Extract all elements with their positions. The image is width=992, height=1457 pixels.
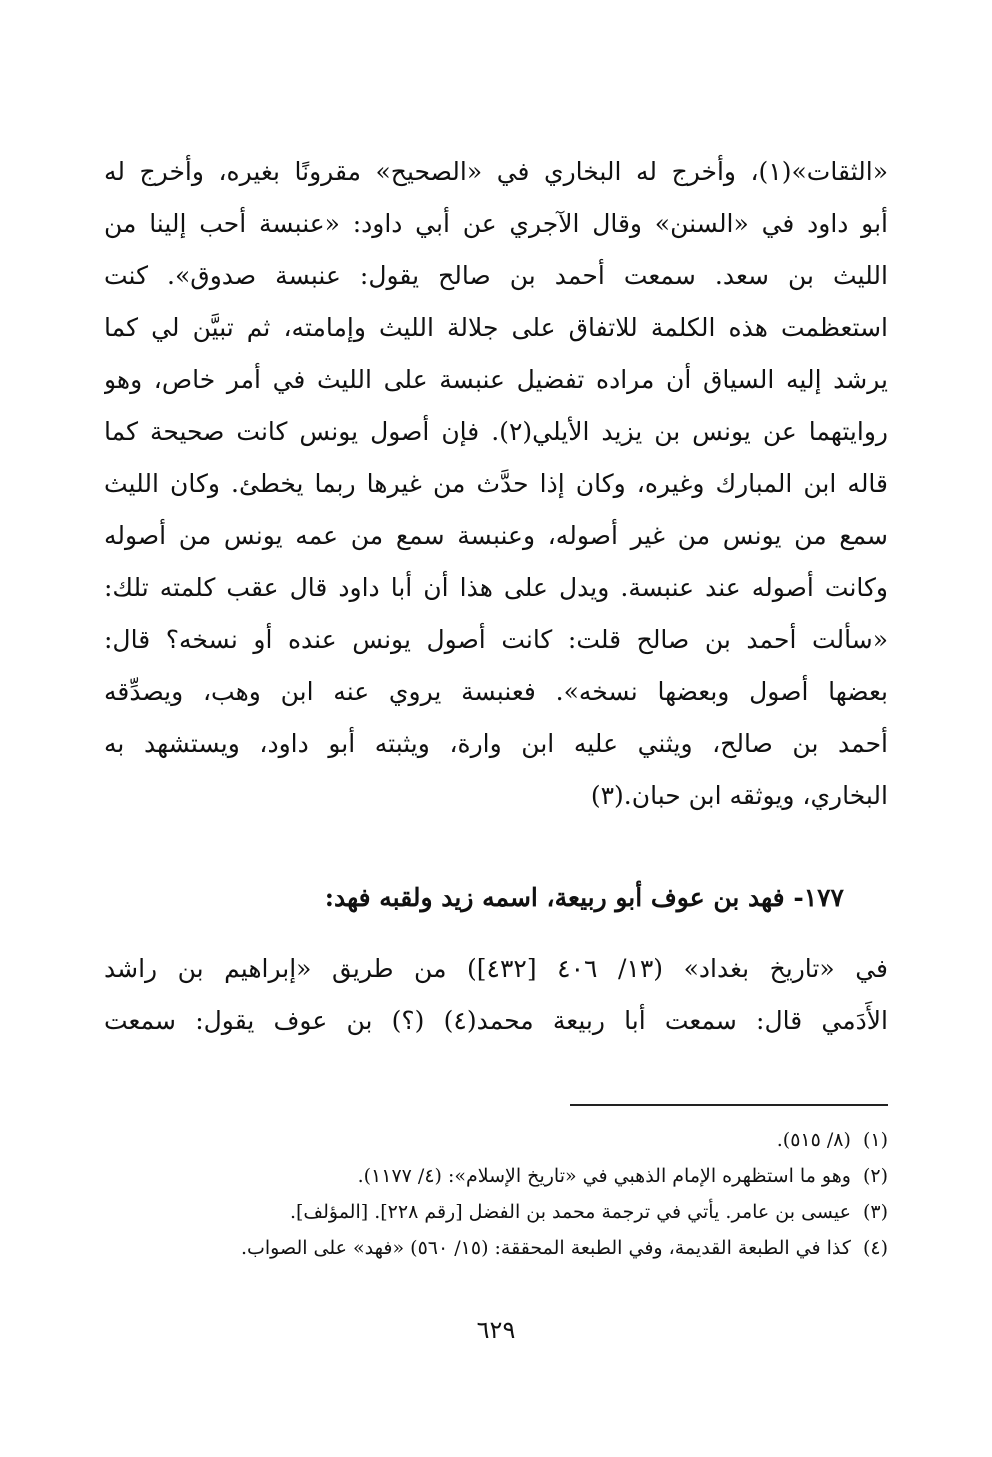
entry-heading: ١٧٧- فهد بن عوف أبو ربيعة، اسمه زيد ولقبه فهد:: [324, 883, 844, 912]
footnote: [104, 1122, 888, 1158]
text-line: «سألت أحمد بن صالح قلت: كانت أصول يونس عنده أو نسخه؟ قال:: [104, 625, 888, 654]
footnote-number: (١): [862, 1129, 888, 1151]
text-line: روايتهما عن يونس بن يزيد الأيلي(٢). فإن أصول يونس كانت صحيحة كما: [104, 417, 888, 446]
footnote-text: وهو ما استظهره الإمام الذهبي في «تاريخ الإسلام»: (٤/ ١١٧٧).: [357, 1165, 851, 1187]
footnote-number: (٣): [862, 1201, 888, 1223]
text-line: استعظمت هذه الكلمة للاتفاق على جلالة الليث وإمامته، ثم تبيَّن لي كما: [104, 313, 888, 342]
footnote: [104, 1158, 888, 1194]
text-line: الأَدَمي قال: سمعت أبا ربيعة محمد(٤) (؟) بن عوف يقول: سمعت: [104, 1006, 888, 1035]
footnote: [104, 1194, 888, 1230]
footnote: [104, 1230, 888, 1266]
text-line: الليث بن سعد. سمعت أحمد بن صالح يقول: عنبسة صدوق». كنت: [104, 261, 888, 290]
page-number: ٦٢٩: [476, 1316, 516, 1344]
footnote-text: عيسى بن عامر. يأتي في ترجمة محمد بن الفضل [رقم ٢٢٨]. [المؤلف].: [289, 1201, 851, 1223]
text-line: البخاري، ويوثقه ابن حبان.(٣): [590, 781, 888, 810]
footnote-number: (٤): [862, 1237, 888, 1259]
text-line: أحمد بن صالح، ويثني عليه ابن وارة، ويثبته أبو داود، ويستشهد به: [104, 729, 888, 758]
footnote-text: (٨/ ٥١٥).: [776, 1129, 851, 1151]
text-line: بعضها أصول وبعضها نسخه». فعنبسة يروي عنه ابن وهب، ويصدِّقه: [104, 677, 888, 706]
footnote-text: كذا في الطبعة القديمة، وفي الطبعة المحققة: (١٥/ ٥٦٠) «فهد» على الصواب.: [240, 1237, 851, 1259]
main-text-block: [104, 146, 888, 822]
text-line: سمع من يونس من غير أصوله، وعنبسة سمع من عمه يونس من أصوله: [104, 521, 888, 550]
footnote-number: (٢): [862, 1165, 888, 1187]
text-line: «الثقات»(١)، وأخرج له البخاري في «الصحيح» مقرونًا بغيره، وأخرج له: [104, 157, 888, 186]
footnote-divider: [570, 1104, 888, 1106]
entry-text-block: [104, 943, 888, 1047]
text-line: يرشد إليه السياق أن مراده تفضيل عنبسة على الليث في أمر خاص، وهو: [104, 365, 888, 394]
text-line: أبو داود في «السنن» وقال الآجري عن أبي داود: «عنبسة أحب إلينا من: [104, 209, 888, 238]
text-line: في «تاريخ بغداد» (١٣/ ٤٠٦ [٤٣٢]) من طريق «إبراهيم بن راشد: [104, 954, 888, 983]
text-line: قاله ابن المبارك وغيره، وكان إذا حدَّث من غيرها ربما يخطئ. وكان الليث: [104, 469, 888, 498]
footnotes: [104, 1122, 888, 1266]
text-line: وكانت أصوله عند عنبسة. ويدل على هذا أن أبا داود قال عقب كلمته تلك:: [104, 573, 888, 602]
